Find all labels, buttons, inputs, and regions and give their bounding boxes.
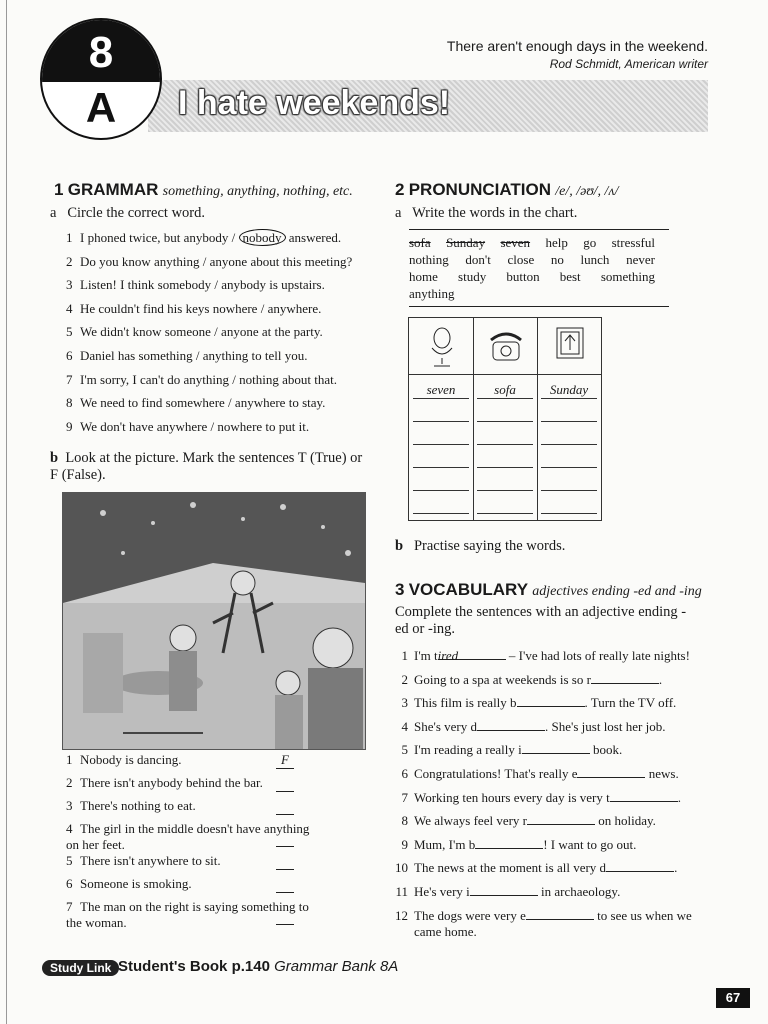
pronunciation-heading (395, 180, 619, 200)
word: button (506, 269, 540, 284)
item-text-before: Mum, I'm b (414, 836, 476, 852)
item-text-after: in archaeology. (537, 883, 621, 899)
grammar-heading (54, 180, 353, 200)
item-text-before: Congratulations! That's really e (414, 765, 578, 781)
item-body (414, 648, 690, 672)
option-2: anything (202, 347, 249, 363)
unit-badge (40, 18, 162, 140)
quote-block (447, 38, 708, 71)
item-text-after: . Turn the TV off. (584, 695, 677, 711)
grammar-item (66, 230, 376, 254)
chart-blank-line (413, 398, 469, 399)
item-body (414, 860, 677, 884)
item-text-after: at the party. (258, 324, 323, 340)
item-body (414, 766, 679, 790)
item-text-after: – I've had lots of really late nights! (505, 648, 690, 663)
word: no (550, 252, 564, 267)
item-text-before: We always feel very r (414, 813, 528, 829)
chart-blank-line (477, 398, 533, 399)
grammar-b-instruction: Look at the picture. Mark the sentences T (True) or F (False). (50, 450, 363, 483)
vocab-item (388, 742, 708, 766)
item-text: The girl in the middle doesn't have anything on her feet. (66, 821, 310, 852)
grammar-title: GRAMMAR (67, 180, 159, 199)
item-text-after: to put it. (262, 418, 310, 434)
item-text-after: about that. (278, 371, 337, 387)
item-number: 9 (401, 836, 408, 852)
word: study (458, 269, 487, 284)
grammar-item (66, 372, 376, 396)
chart-blank-line (413, 444, 469, 445)
option-2: anyone (221, 324, 259, 340)
fill-blank (526, 908, 594, 920)
item-number: 6 (401, 765, 408, 781)
tf-item (66, 853, 366, 876)
item-text: There isn't anywhere to sit. (80, 853, 221, 868)
item-number: 2 (66, 253, 73, 269)
grammar-b-label: b (50, 450, 59, 466)
item-number: 3 (401, 695, 408, 711)
option-2: anybody (221, 277, 266, 293)
grammar-item (66, 254, 376, 278)
pron-b-instruction: Practise saying the words. (413, 538, 566, 554)
grammar-item (66, 277, 376, 301)
word-row (409, 251, 669, 268)
option-separator: / (228, 371, 240, 387)
tf-item (66, 876, 366, 899)
vocab-item (388, 672, 708, 696)
chart-blank-line (541, 513, 597, 514)
answer-blank (276, 814, 294, 815)
pron-a-label: a (395, 205, 402, 221)
option-2: anyone (209, 253, 248, 269)
item-text-before: Daniel has (80, 347, 139, 363)
item-text-before: I'm reading a really i (414, 742, 522, 758)
item-text-before: Listen! I think (80, 277, 158, 293)
tf-item (66, 798, 366, 821)
chart-blank-line (413, 421, 469, 422)
word: something (600, 269, 655, 284)
fill-blank (606, 860, 674, 872)
word-row (409, 268, 669, 285)
vocabulary-heading (395, 580, 702, 600)
option-separator: / (211, 277, 222, 293)
grammar-number: 1 (54, 180, 64, 199)
item-body (414, 884, 620, 908)
item-text-before: I'm sorry, I can't do (80, 371, 184, 387)
up-arrow-icon (555, 326, 585, 360)
answer-blank (276, 892, 294, 893)
chart-blank-line (477, 513, 533, 514)
option-separator: / (207, 418, 218, 434)
item-number: 8 (66, 395, 73, 411)
word: Sunday (446, 235, 486, 250)
study-reference-book: Student's Book p.140 (118, 958, 270, 975)
fill-blank (610, 790, 678, 802)
word: nothing (409, 252, 449, 267)
item-number: 2 (401, 671, 408, 687)
item-body (414, 695, 676, 719)
fill-blank (527, 813, 595, 825)
word: anything (409, 286, 455, 301)
grammar-a-label: a (50, 205, 57, 221)
vocab-item (388, 695, 708, 719)
item-number: 3 (66, 798, 73, 813)
vocabulary-instruction: Complete the sentences with an adjective ending -ed or -ing. (395, 604, 687, 637)
item-text-before: Do you know (80, 253, 155, 269)
grammar-topic: something, anything, nothing, etc. (162, 184, 353, 199)
chart-blank-line (541, 467, 597, 468)
item-text-before: I'm t (414, 648, 438, 663)
item-text-before: She's very d (414, 718, 478, 734)
vocab-item (388, 719, 708, 743)
item-number: 7 (401, 789, 408, 805)
vocab-item (388, 766, 708, 790)
vocab-item (388, 648, 708, 672)
vocab-item (388, 908, 708, 940)
tf-item (66, 775, 366, 798)
item-text-after: to see us when we came home. (414, 907, 692, 939)
grammar-item (66, 301, 376, 325)
word-box (409, 229, 669, 307)
chart-blank-line (413, 490, 469, 491)
word: help (545, 235, 568, 250)
item-text-after: . (658, 671, 663, 687)
party-illustration (62, 492, 366, 750)
item-text-after: . (674, 860, 678, 876)
vocabulary-items-list (388, 648, 708, 940)
item-text-after: . She's just lost her job. (545, 718, 666, 734)
answer-blank: F (276, 752, 294, 769)
telephone-icon (489, 326, 523, 366)
fill-blank (591, 672, 659, 684)
item-number: 4 (401, 718, 408, 734)
option-separator: / (199, 253, 210, 269)
item-text-before: We need to find (80, 395, 166, 411)
chart-blank-line (541, 398, 597, 399)
unit-letter: A (85, 84, 117, 131)
grammar-b-instruction-row (50, 450, 370, 484)
item-text-before: He's very i (414, 883, 470, 899)
item-text-before: I phoned twice, but (80, 230, 184, 245)
item-text-after: answered. (285, 230, 342, 245)
pronunciation-topic: /e/, /əʊ/, /ʌ/ (555, 184, 619, 199)
item-number: 7 (66, 899, 73, 914)
option-1: something (138, 347, 193, 363)
study-reference (118, 958, 398, 975)
item-text-before: We didn't know (80, 324, 165, 340)
item-number: 10 (395, 860, 408, 876)
item-text: Nobody is dancing. (80, 752, 182, 767)
item-text-after: on holiday. (595, 813, 656, 829)
option-2: nothing (239, 371, 279, 387)
fill-blank (517, 695, 585, 707)
item-number: 8 (401, 813, 408, 829)
option-1: anybody (183, 230, 229, 245)
tf-item (66, 899, 366, 931)
item-text-after: . (318, 300, 322, 316)
item-number: 11 (395, 883, 408, 899)
grammar-a-instruction-row (50, 205, 205, 222)
option-1: someone (164, 324, 211, 340)
item-number: 6 (66, 347, 73, 363)
chart-blank-line (413, 513, 469, 514)
quote-source: Rod Schmidt, American writer (549, 57, 708, 71)
option-separator: / (257, 300, 268, 316)
item-text-after: to tell you. (248, 347, 308, 363)
item-text-before: He couldn't find his keys (80, 300, 213, 316)
word: lunch (580, 252, 610, 267)
item-body (414, 719, 665, 743)
option-separator: / (210, 324, 222, 340)
vocab-item (388, 860, 708, 884)
grammar-a-instruction: Circle the correct word. (67, 205, 205, 221)
option-2: nobody (239, 229, 286, 246)
sound-chart (408, 317, 602, 521)
grammar-items-list (66, 230, 376, 442)
option-separator: / (228, 230, 239, 245)
fill-blank (475, 837, 543, 849)
item-text-after: is upstairs. (266, 277, 325, 293)
tf-items-list (66, 752, 366, 931)
fill-blank (470, 884, 538, 896)
chart-blank-line (477, 421, 533, 422)
item-text-after: to stay. (285, 395, 326, 411)
egg-cup-icon (427, 326, 457, 370)
binding-margin-line (6, 0, 7, 1024)
study-reference-bank: Grammar Bank 8A (274, 958, 399, 975)
chart-blank-line (477, 490, 533, 491)
word: seven (500, 235, 531, 250)
item-text-after: . (677, 789, 681, 805)
item-number: 6 (66, 876, 73, 891)
fill-blank (477, 719, 545, 731)
chart-example-u: Sunday (549, 382, 589, 397)
chart-blank-line (477, 467, 533, 468)
item-number: 12 (395, 907, 408, 923)
option-1: somebody (157, 277, 212, 293)
option-1: anything (183, 371, 229, 387)
option-1: anywhere (156, 418, 208, 434)
chart-example-e: seven (426, 382, 456, 397)
pron-b-label: b (395, 538, 404, 554)
item-text-after: about this meeting? (247, 253, 353, 269)
option-2: nowhere (217, 418, 263, 434)
item-text: The man on the right is saying something to the woman. (66, 899, 309, 930)
grammar-item (66, 395, 376, 419)
chart-example-ou: sofa (494, 382, 516, 397)
item-number: 1 (66, 230, 73, 245)
chart-blank-line (541, 444, 597, 445)
answer-blank (276, 846, 294, 847)
chart-blank-line (413, 467, 469, 468)
item-body (414, 837, 636, 861)
word-row (409, 234, 669, 251)
option-separator: / (224, 395, 235, 411)
word: don't (465, 252, 491, 267)
vocab-item (388, 790, 708, 814)
option-1: anything (154, 253, 200, 269)
item-body (414, 672, 662, 696)
answer-blank (276, 791, 294, 792)
item-text-before: Working ten hours every day is very t (414, 789, 610, 805)
item-number: 9 (66, 418, 73, 434)
item-text: There isn't anybody behind the bar. (80, 775, 263, 790)
answer-blank (276, 924, 294, 925)
vocab-item (388, 813, 708, 837)
fill-blank (577, 766, 645, 778)
item-number: 2 (66, 775, 73, 790)
study-link-badge: Study Link (42, 960, 119, 976)
unit-title: I hate weekends! (178, 84, 451, 122)
grammar-item (66, 419, 376, 443)
item-number: 5 (66, 324, 73, 340)
option-2: anywhere (234, 395, 286, 411)
item-text: Someone is smoking. (80, 876, 192, 891)
pron-a-instruction: Write the words in the chart. (412, 205, 578, 221)
pron-b-instruction-row (395, 538, 565, 555)
option-1: nowhere (212, 300, 258, 316)
item-text-before: We don't have (80, 418, 157, 434)
option-2: anywhere (267, 300, 319, 316)
item-text-after: news. (645, 765, 679, 781)
pronunciation-title: PRONUNCIATION (408, 180, 552, 199)
fill-blank (522, 742, 590, 754)
chart-blank-line (477, 444, 533, 445)
item-text-after: book. (589, 742, 623, 758)
party-scene-drawing (63, 493, 365, 749)
vocab-item (388, 837, 708, 861)
item-text-before: The news at the moment is all very d (414, 860, 607, 876)
page-number: 67 (716, 988, 750, 1008)
chart-blank-line (541, 421, 597, 422)
grammar-item (66, 324, 376, 348)
word: best (559, 269, 581, 284)
item-text-after: ! I want to go out. (543, 836, 637, 852)
word: close (507, 252, 535, 267)
item-number: 3 (66, 277, 73, 293)
item-text-before: The dogs were very e (414, 907, 526, 923)
item-number: 4 (66, 300, 73, 316)
item-number: 1 (401, 648, 408, 663)
item-body (414, 790, 681, 814)
item-number: 5 (66, 853, 73, 868)
answer-blank (276, 869, 294, 870)
quote-text: There aren't enough days in the weekend. (446, 38, 708, 54)
unit-number: 8 (88, 28, 114, 77)
item-text-before: This film is really b (414, 695, 517, 711)
chart-blank-line (541, 490, 597, 491)
vocabulary-title: VOCABULARY (408, 580, 529, 599)
pronunciation-number: 2 (395, 180, 405, 199)
pron-a-instruction-row (395, 205, 577, 222)
option-1: somewhere (165, 395, 225, 411)
word: sofa (409, 235, 431, 250)
vocab-item (388, 884, 708, 908)
fill-blank: ired (438, 648, 506, 660)
word-row (409, 285, 669, 302)
item-body (414, 742, 622, 766)
item-text-before: Going to a spa at weekends is so r (414, 671, 591, 687)
tf-item (66, 821, 366, 853)
item-body (414, 813, 656, 837)
word: go (583, 235, 597, 250)
vocabulary-topic: adjectives ending -ed and -ing (532, 584, 702, 599)
word: never (626, 252, 655, 267)
item-number: 1 (66, 752, 73, 767)
tf-item (66, 752, 366, 775)
option-separator: / (192, 347, 203, 363)
item-body (414, 908, 708, 940)
grammar-item (66, 348, 376, 372)
item-number: 4 (66, 821, 73, 836)
item-number: 5 (401, 742, 408, 758)
item-text: There's nothing to eat. (80, 798, 196, 813)
item-number: 7 (66, 371, 73, 387)
vocabulary-number: 3 (395, 580, 405, 599)
word: home (409, 269, 438, 284)
word: stressful (611, 235, 655, 250)
